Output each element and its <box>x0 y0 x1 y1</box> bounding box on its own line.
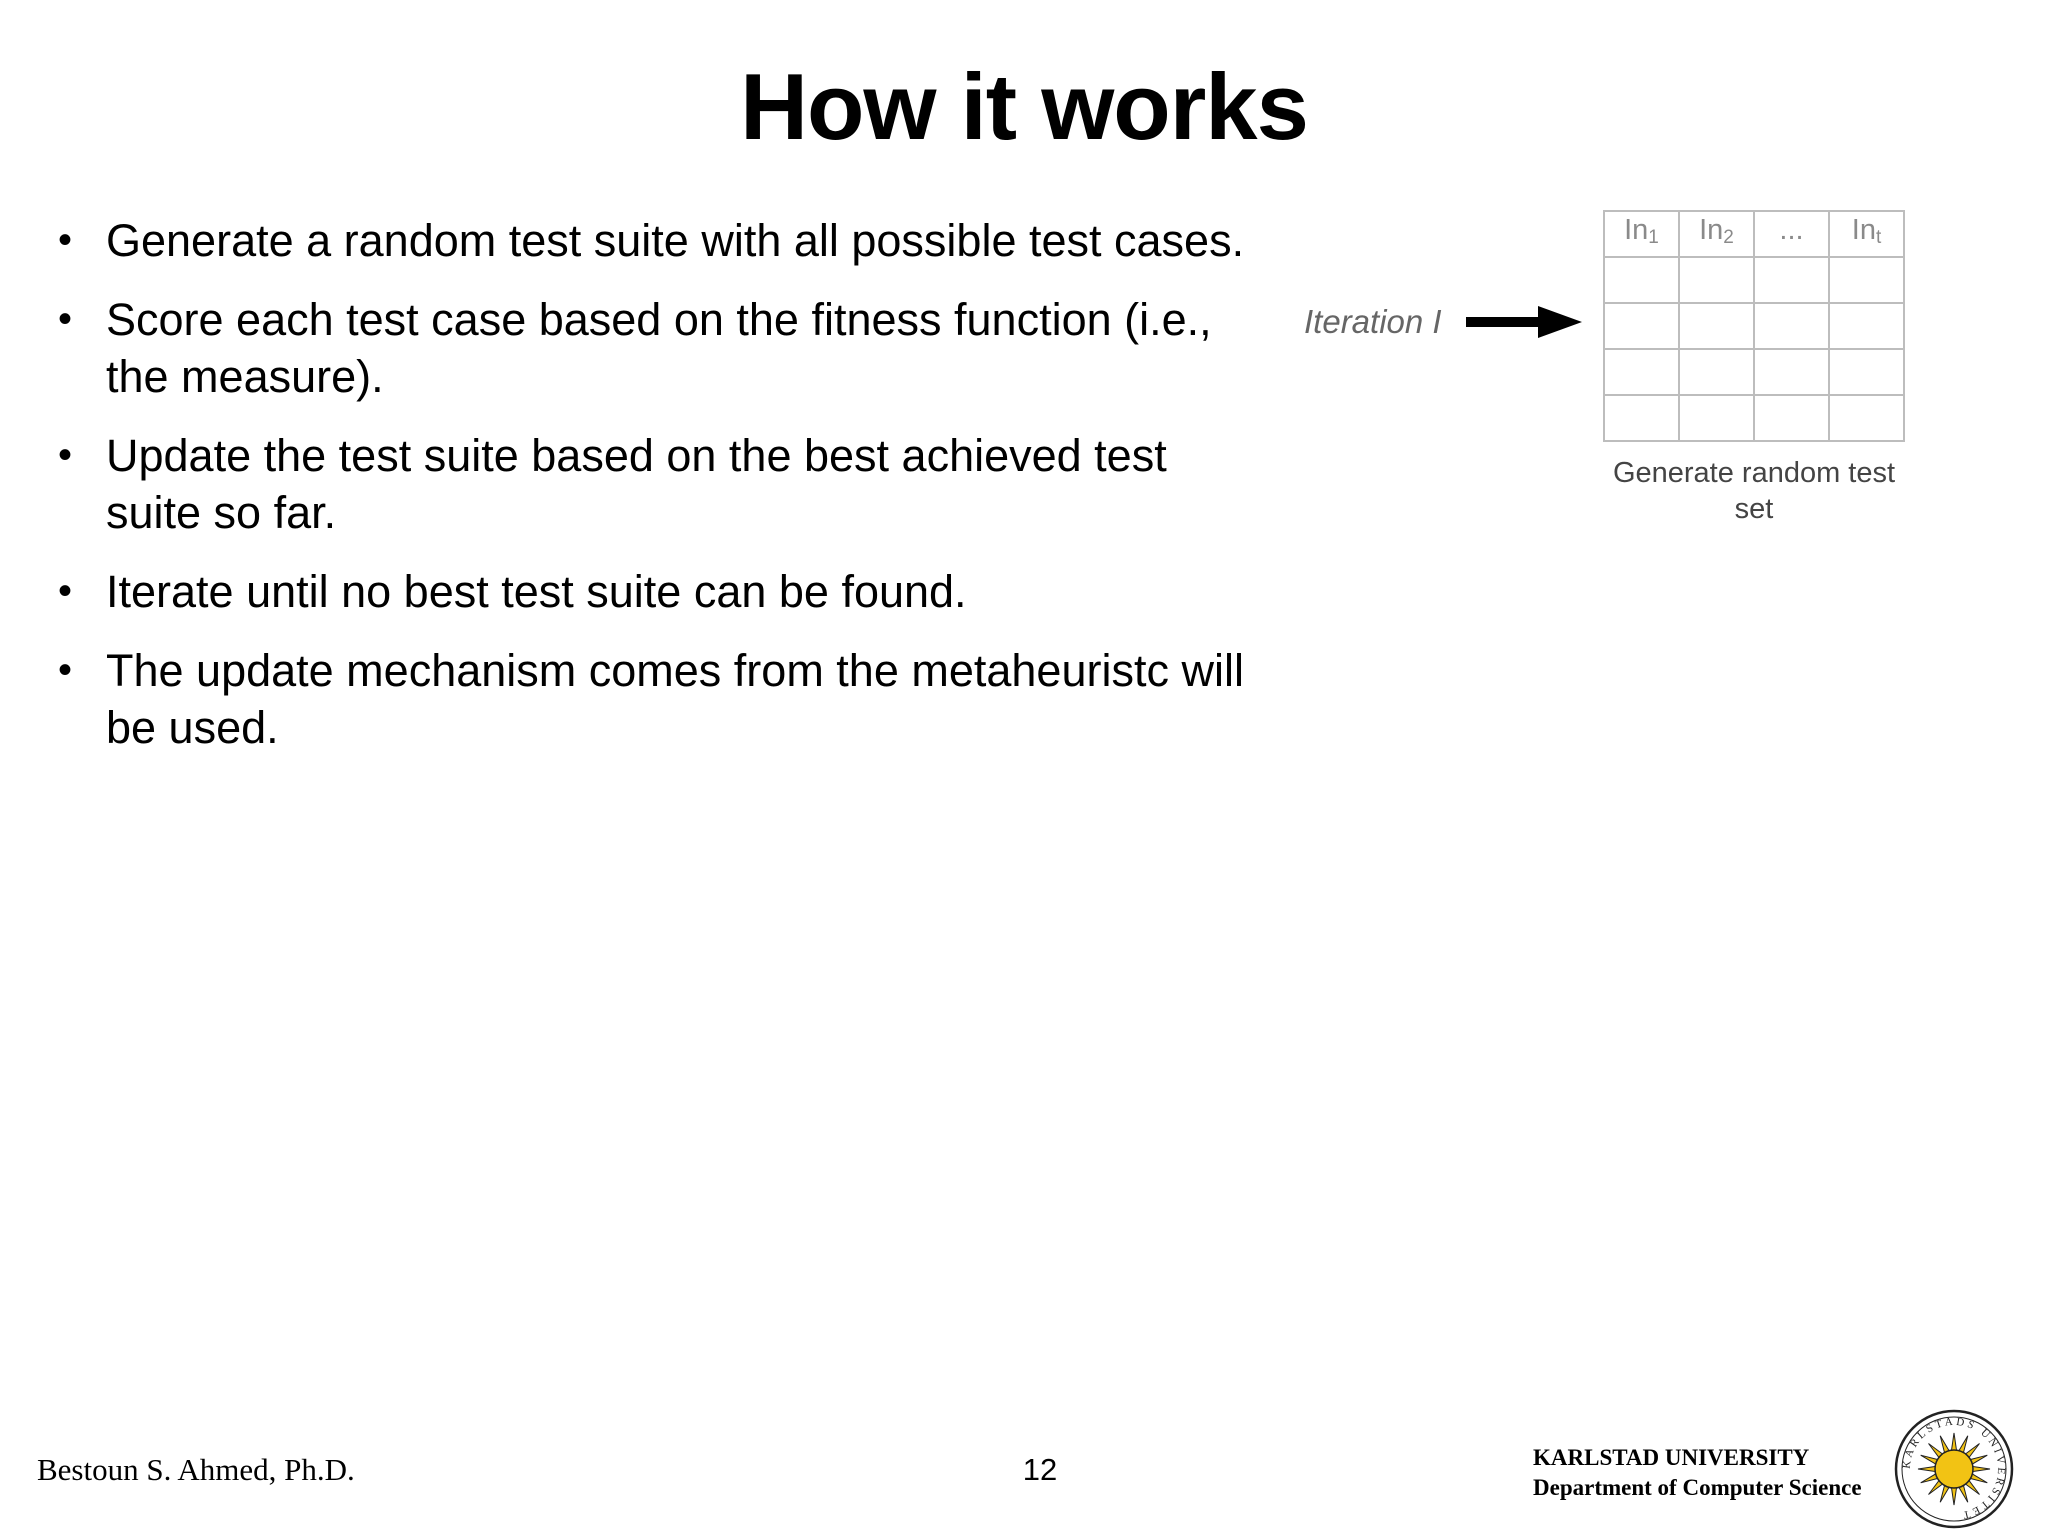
university-name: KARLSTAD UNIVERSITY <box>1533 1445 1810 1470</box>
grid-cell <box>1754 303 1829 349</box>
grid-cell <box>1829 395 1904 441</box>
grid-header-cell: $In_2$ <box>1679 211 1754 257</box>
grid-header-cell: ... <box>1754 211 1829 257</box>
bullet-dot-icon: • <box>58 648 73 692</box>
grid-cell <box>1604 395 1679 441</box>
svg-text:KARLSTADS UNIVERSITET: KARLSTADS UNIVERSITET <box>1900 1415 2008 1522</box>
grid-caption: Generate random test set <box>1612 457 1896 525</box>
grid-header-row <box>1604 211 1904 257</box>
grid-cell <box>1679 395 1754 441</box>
grid-row <box>1604 395 1904 441</box>
bullet-item <box>54 212 1254 269</box>
grid-row <box>1604 303 1904 349</box>
bullet-item <box>54 563 1254 620</box>
grid-cell <box>1754 395 1829 441</box>
footer-author: Bestoun S. Ahmed, Ph.D. <box>37 1452 355 1487</box>
grid-cell <box>1604 257 1679 303</box>
bullet-dot-icon: • <box>58 569 73 613</box>
grid-cell <box>1679 257 1754 303</box>
grid-cell <box>1679 303 1754 349</box>
grid-cell <box>1829 349 1904 395</box>
sun-icon <box>1935 1450 1973 1488</box>
bullet-dot-icon: • <box>58 297 73 341</box>
grid-header-cell: $In_t$ <box>1829 211 1904 257</box>
test-set-grid <box>1603 210 1905 442</box>
grid-cell <box>1679 349 1754 395</box>
grid-cell <box>1829 303 1904 349</box>
iteration-label: Iteration I <box>1304 303 1442 340</box>
university-seal-icon <box>1893 1408 2015 1530</box>
page-number: 12 <box>1022 1452 1058 1487</box>
bullet-text: The update mechanism comes from the metaheuristc will be used. <box>106 645 1244 753</box>
bullet-dot-icon: • <box>58 433 73 477</box>
bullet-item <box>54 642 1254 756</box>
grid-row <box>1604 349 1904 395</box>
arrow-right-icon <box>1466 302 1584 342</box>
bullet-dot-icon: • <box>58 218 73 262</box>
grid-cell <box>1829 257 1904 303</box>
university-block <box>1533 1443 1862 1503</box>
department-name: Department of Computer Science <box>1533 1475 1862 1500</box>
grid-cell <box>1754 257 1829 303</box>
bullet-text: Score each test case based on the fitness function (i.e., the measure). <box>106 294 1212 402</box>
bullet-text: Update the test suite based on the best achieved test suite so far. <box>106 430 1167 538</box>
bullet-text: Iterate until no best test suite can be found. <box>106 566 967 617</box>
grid-cell <box>1604 349 1679 395</box>
slide-title: How it works <box>740 54 1308 159</box>
bullet-item <box>54 291 1254 405</box>
grid-row <box>1604 257 1904 303</box>
grid-cell <box>1604 303 1679 349</box>
grid-cell <box>1754 349 1829 395</box>
bullet-text: Generate a random test suite with all possible test cases. <box>106 215 1245 266</box>
bullet-item <box>54 427 1254 541</box>
grid-header-cell: $In_1$ <box>1604 211 1679 257</box>
bullet-list <box>54 212 1254 778</box>
